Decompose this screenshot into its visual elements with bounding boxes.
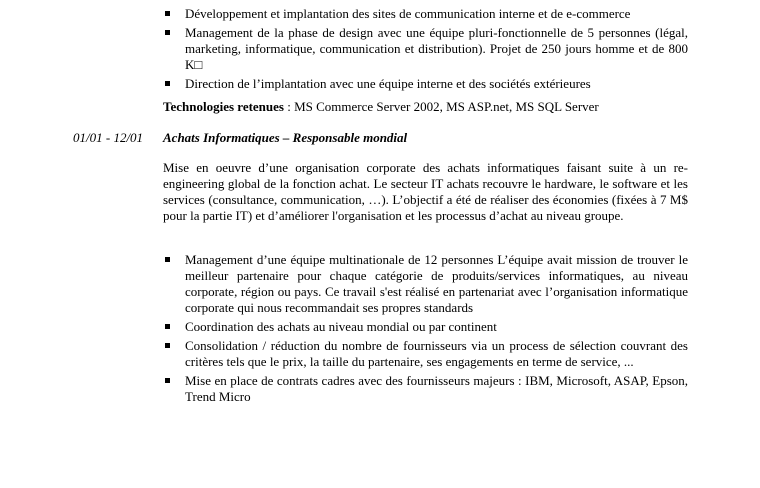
square-bullet-icon	[165, 257, 170, 262]
bullet-text: Management d’une équipe multinationale de 12 personnes L’équipe avait mission de trouver le meilleur partenaire pour chaque catégorie de produits/services informatiques, au niveau corporate, région ou pays. Ce travail s'est réalisé en partenariat avec l’organisation informatique corporate qui nous recommandait ses propres standards	[185, 252, 688, 315]
list-item	[163, 6, 688, 22]
position-description: Mise en oeuvre d’une organisation corporate des achats informatiques faisant suite à un re-engineering global de la fonction achat. Le secteur IT achats recouvre le hardware, le software et les services (consultance, communication, …). L’objectif a été de réaliser des économies (fixées à 7 M$ pour la partie IT) et d’améliorer l'organisation et les processus d’achat au niveau groupe.	[163, 160, 688, 223]
square-bullet-icon	[165, 11, 170, 16]
list-item	[163, 373, 688, 405]
position-bullet-list	[163, 252, 688, 408]
bullet-text: Développement et implantation des sites de communication interne et de e-commerce	[185, 6, 631, 21]
bullet-text: Management de la phase de design avec une équipe pluri-fonctionnelle de 5 personnes (légal, marketing, informatique, communication et distribution). Projet de 250 jours homme et de 800 K□	[185, 25, 688, 72]
list-item	[163, 25, 688, 73]
technologies-value: : MS Commerce Server 2002, MS ASP.net, MS SQL Server	[283, 99, 599, 114]
list-item	[163, 338, 688, 370]
technologies-line	[163, 99, 599, 115]
technologies-label: Technologies retenues	[163, 99, 284, 114]
square-bullet-icon	[165, 30, 170, 35]
previous-role-bullet-list	[163, 6, 688, 95]
bullet-text: Coordination des achats au niveau mondial ou par continent	[185, 319, 497, 334]
position-dates: 01/01 - 12/01	[73, 130, 144, 145]
square-bullet-icon	[165, 343, 170, 348]
square-bullet-icon	[165, 378, 170, 383]
list-item	[163, 76, 688, 92]
square-bullet-icon	[165, 324, 170, 329]
bullet-text: Direction de l’implantation avec une équipe interne et des sociétés extérieures	[185, 76, 591, 91]
list-item	[163, 319, 688, 335]
square-bullet-icon	[165, 81, 170, 86]
bullet-text: Consolidation / réduction du nombre de fournisseurs via un process de sélection couvrant des critères tels que le prix, la taille du partenaire, ses engagements en terme de service, ...	[185, 338, 688, 369]
position-title: Achats Informatiques – Responsable mondial	[163, 130, 408, 145]
list-item	[163, 252, 688, 316]
bullet-text: Mise en place de contrats cadres avec des fournisseurs majeurs : IBM, Microsoft, ASAP, Epson, Trend Micro	[185, 373, 688, 404]
